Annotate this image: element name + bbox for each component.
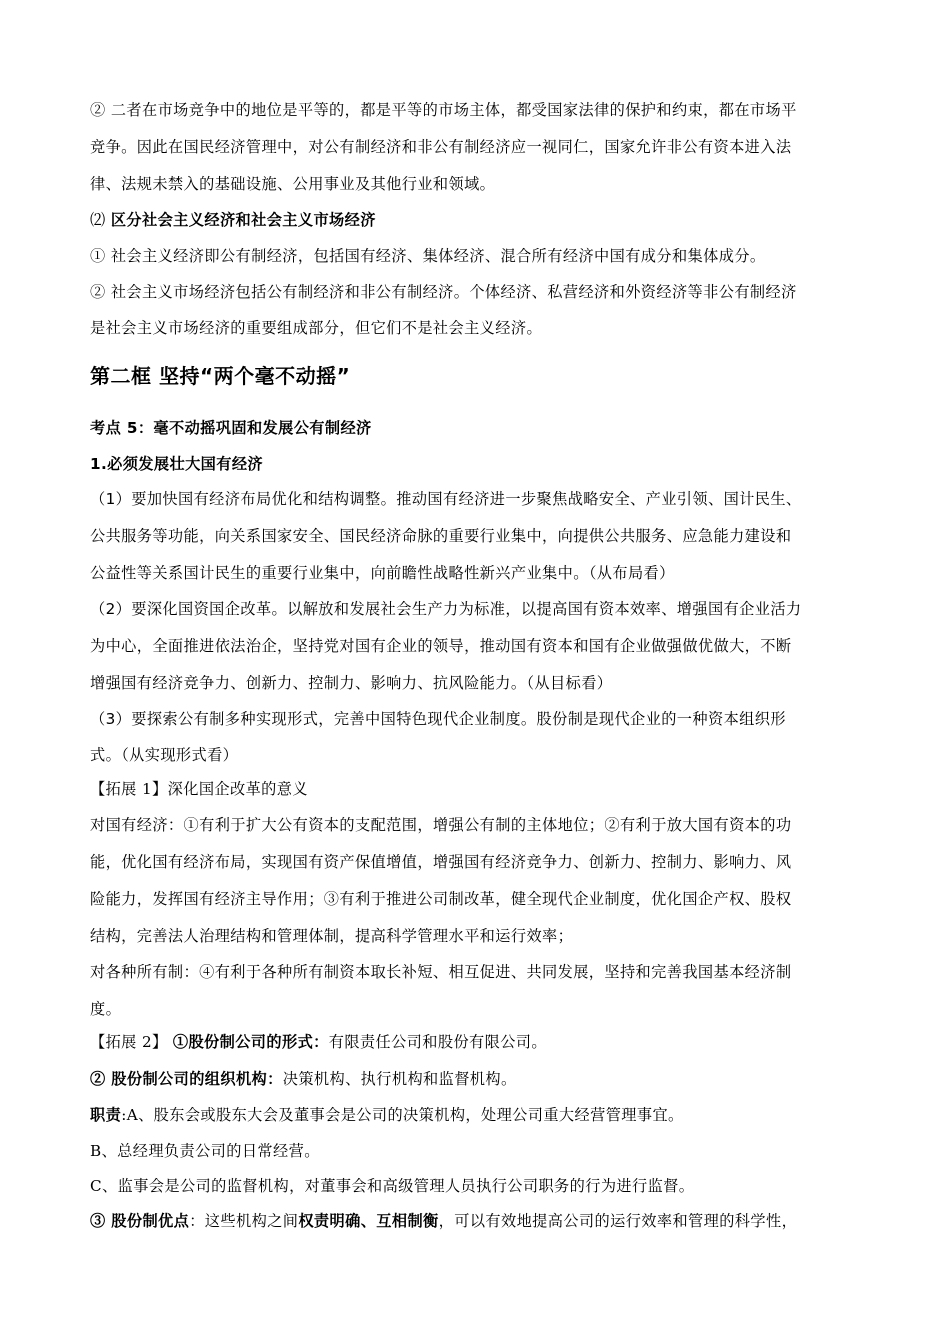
paragraph-line: B、总经理负责公司的日常经营。	[90, 1142, 320, 1160]
org-label: ② 股份制公司的组织机构：	[90, 1070, 283, 1088]
paragraph-line: 度。	[90, 1000, 122, 1018]
paragraph-line: （1）要加快国有经济布局优化和结构调整。推动国有经济进一步聚焦战略安全、产业引领、国计民生、	[90, 490, 802, 508]
paragraph-line: 能，优化国有经济布局，实现国有资产保值增值，增强国有经济竞争力、创新力、控制力、影响力、风	[90, 853, 792, 871]
duty-text: :A、股东会或股东大会及董事会是公司的决策机构，处理公司重大经营管理事宜。	[121, 1106, 684, 1124]
advantage-bold-text: 权责明确、互相制衡	[298, 1212, 439, 1230]
paragraph-line: 结构，完善法人治理结构和管理体制，提高科学管理水平和运行效率；	[90, 927, 574, 945]
paragraph-line: （2）要深化国资国企改革。以解放和发展社会生产力为标准，以提高国有资本效率、增强国有企业活力	[90, 600, 802, 618]
paragraph-line: 是社会主义市场经济的重要组成部分，但它们不是社会主义经济。	[90, 319, 543, 337]
advantage-line	[90, 1210, 797, 1232]
advantage-label: ③ 股份制优点	[90, 1212, 190, 1230]
extension2-form-line	[90, 1031, 547, 1053]
extension-tag: 【拓展 2】	[90, 1033, 173, 1051]
paragraph-line: 险能力，发挥国有经济主导作用；③有利于推进公司制改革，健全现代企业制度，优化国企产权、股权	[90, 890, 792, 908]
paragraph-line: 式。（从实现形式看）	[90, 746, 239, 764]
org-text: 决策机构、执行机构和监督机构。	[282, 1070, 517, 1088]
paragraph-line: 对各种所有制：④有利于各种所有制资本取长补短、相互促进、共同发展，坚持和完善我国基本经济制	[90, 963, 792, 981]
form-label: ①股份制公司的形式：	[172, 1033, 329, 1051]
org-line	[90, 1068, 517, 1090]
advantage-text-tail: ，可以有效地提高公司的运行效率和管理的科学性，	[438, 1212, 798, 1230]
paragraph-line: 增强国有经济竞争力、创新力、控制力、影响力、抗风险能力。（从目标看）	[90, 674, 613, 692]
paragraph-line: 律、法规未禁入的基础设施、公用事业及其他行业和领域。	[90, 175, 496, 193]
extension-title: 【拓展 1】深化国企改革的意义	[90, 780, 308, 798]
paragraph-line: 对国有经济：①有利于扩大公有资本的支配范围，增强公有制的主体地位；②有利于放大国有资本的功	[90, 816, 792, 834]
subheading-number: ⑵	[90, 211, 111, 229]
subheading	[90, 209, 376, 231]
paragraph-line: C、监事会是公司的监督机构，对董事会和高级管理人员执行公司职务的行为进行监督。	[90, 1177, 695, 1195]
form-text: 有限责任公司和股份有限公司。	[328, 1033, 547, 1051]
paragraph-line: 为中心，全面推进依法治企，坚持党对国有企业的领导，推动国有资本和国有企业做强做优做大，不断	[90, 637, 792, 655]
paragraph-line: 公益性等关系国计民生的重要行业集中，向前瞻性战略性新兴产业集中。（从布局看）	[90, 564, 675, 582]
point-heading: 1.必须发展壮大国有经济	[90, 455, 264, 473]
subheading-text: 区分社会主义经济和社会主义市场经济	[110, 211, 376, 229]
kaodian-heading: 考点 5：毫不动摇巩固和发展公有制经济	[90, 419, 372, 437]
duty-line	[90, 1104, 684, 1126]
paragraph-line: （3）要探索公有制多种实现形式，完善中国特色现代企业制度。股份制是现代企业的一种资本组织形	[90, 710, 786, 728]
paragraph-line: ① 社会主义经济即公有制经济，包括国有经济、集体经济、混合所有经济中国有成分和集体成分。	[90, 247, 766, 265]
paragraph-line: ② 二者在市场竞争中的地位是平等的，都是平等的市场主体，都受国家法律的保护和约束，都在市场平	[90, 101, 797, 119]
section-title: 第二框 坚持“两个毫不动摇”	[90, 364, 351, 388]
advantage-text: ：这些机构之间	[189, 1212, 299, 1230]
paragraph-line: ② 社会主义市场经济包括公有制经济和非公有制经济。个体经济、私营经济和外资经济等非公有制经济	[90, 283, 797, 301]
paragraph-line: 公共服务等功能，向关系国家安全、国民经济命脉的重要行业集中，向提供公共服务、应急能力建设和	[90, 527, 792, 545]
duty-label: 职责	[90, 1106, 122, 1124]
paragraph-line: 竞争。因此在国民经济管理中，对公有制经济和非公有制经济应一视同仁，国家允许非公有资本进入法	[90, 138, 792, 156]
